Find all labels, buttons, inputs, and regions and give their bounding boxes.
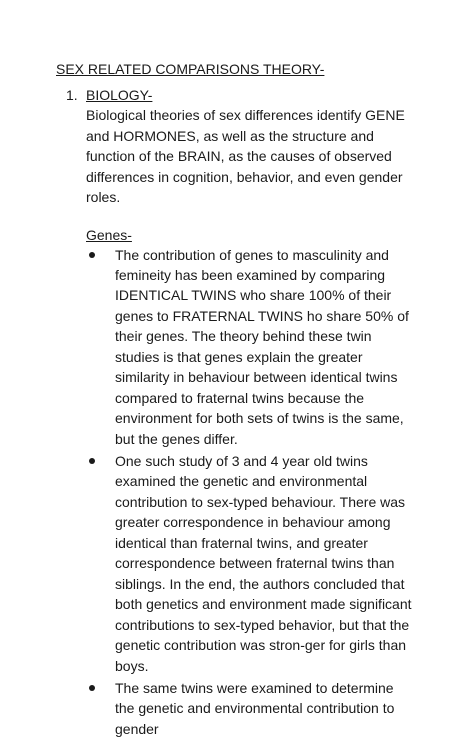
bullet-text: The same twins were examined to determine the genetic and environmental contribution to gender: [115, 680, 394, 737]
bullet-dot-icon: [89, 458, 95, 464]
section-number: 1.: [66, 85, 86, 105]
section-heading-label: BIOLOGY-: [86, 87, 152, 103]
section-body-paragraph: Biological theories of sex differences identify GENE and HORMONES, as well as the structure and function of the BRAIN, as the causes of observed differences in cognition, behavior, and even gender roles.: [86, 105, 406, 208]
bullet-text: One such study of 3 and 4 year old twins examined the genetic and environmental contribution to sex-typed behaviour. There was greater correspondence in behaviour among identical than fraternal twins, and greater correspondence between fraternal twins than siblings. In the end, the authors concluded that both genetics and environment made significant contributions to sex-typed behavior, but that the genetic contribution was stron-ger for girls than boys.: [115, 453, 412, 674]
section-heading: [66, 85, 426, 105]
subheading-genes: Genes-: [86, 225, 426, 245]
section-biology: [66, 85, 426, 739]
bullet-list: [86, 245, 426, 739]
bullet-item: [86, 451, 416, 676]
bullet-item: [86, 678, 416, 739]
bullet-dot-icon: [89, 685, 95, 691]
bullet-text: The contribution of genes to masculinity and femineity has been examined by comparing IDENTICAL TWINS who share 100% of their genes to FRATERNAL TWINS ho share 50% of their genes. The theory behind these twin studies is that genes explain the greater similarity in behaviour between identical twins compared to fraternal twins because the environment for both sets of twins is the same, but the genes differ.: [115, 247, 409, 447]
bullet-dot-icon: [89, 252, 95, 258]
bullet-item: [86, 245, 416, 450]
document-title: SEX RELATED COMPARISONS THEORY-: [56, 60, 324, 78]
